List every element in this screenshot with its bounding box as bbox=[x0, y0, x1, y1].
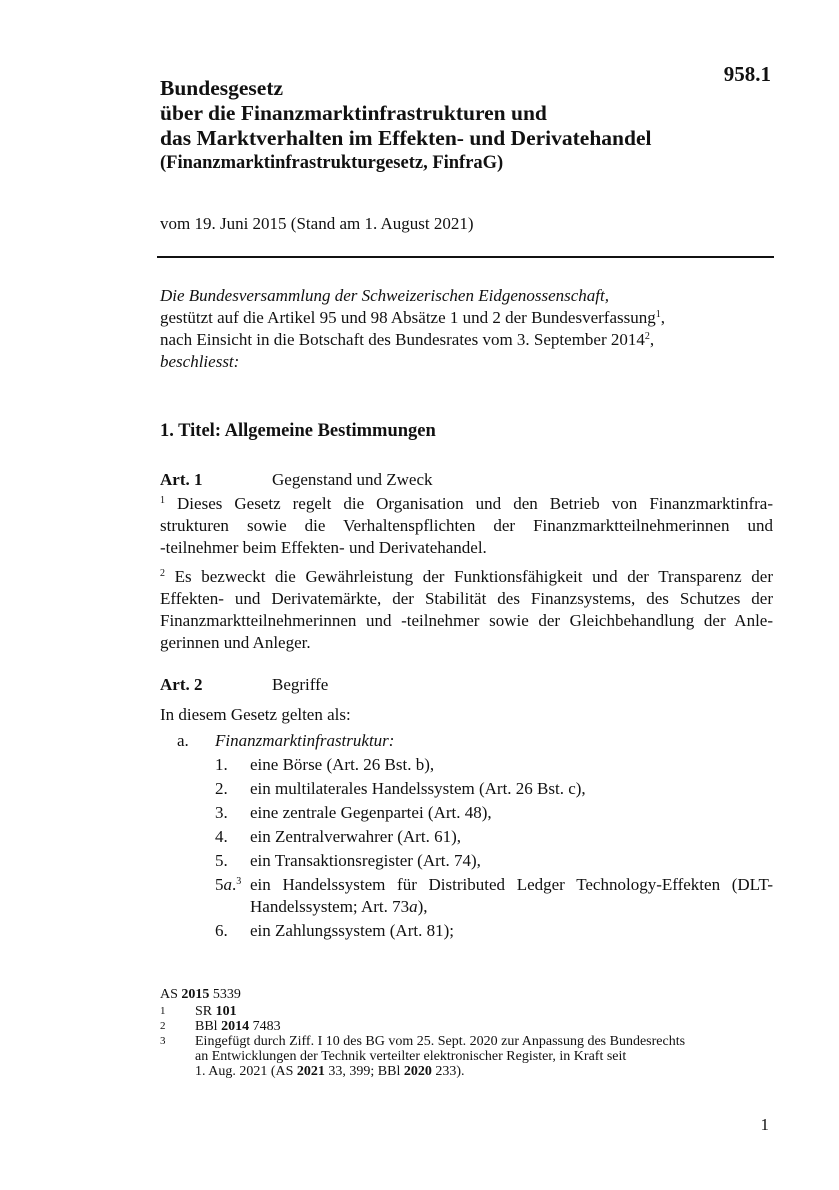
article-1-heading bbox=[160, 470, 433, 490]
title-divider bbox=[157, 256, 774, 258]
footnote-1: 1 SR 101 bbox=[160, 1004, 237, 1019]
preamble bbox=[160, 285, 775, 373]
footnote-ref-3[interactable]: 3 bbox=[236, 876, 242, 887]
title-line-3: das Marktverhalten im Effekten- und Derivatehandel bbox=[160, 126, 652, 150]
article-2-title: Begriffe bbox=[272, 675, 329, 694]
section-heading: 1. Titel: Allgemeine Bestimmungen bbox=[160, 421, 436, 441]
preamble-line-4: beschliesst: bbox=[160, 352, 240, 371]
law-title bbox=[160, 76, 780, 151]
date-line: vom 19. Juni 2015 (Stand am 1. August 2021) bbox=[160, 214, 474, 233]
title-line-1: Bundesgesetz bbox=[160, 76, 284, 100]
article-1-number: Art. 1 bbox=[160, 470, 203, 489]
law-short-title: (Finanzmarktinfrastrukturgesetz, FinfraG) bbox=[160, 153, 504, 173]
article-2-number: Art. 2 bbox=[160, 675, 203, 694]
sr-number: 958.1 bbox=[723, 62, 771, 86]
title-line-2: über die Finanzmarktinfrastrukturen und bbox=[160, 101, 547, 125]
footnote-ref-1[interactable]: 1 bbox=[655, 309, 661, 320]
as-reference: AS 2015 5339 bbox=[160, 987, 241, 1002]
page-number: 1 bbox=[760, 1115, 769, 1134]
article-2-heading bbox=[160, 675, 328, 695]
article-1-paragraph-1: $^1$ Dieses Gesetz regelt die Organisation und den Betrieb von Finanzmarktinfra- strukturen sowie die Verhaltenspflichten der Finanzmarktteilnehmerinnen und -teilnehmer beim Effekten- und Derivatehandel. bbox=[160, 494, 774, 557]
article-1-title: Gegenstand und Zweck bbox=[272, 470, 433, 489]
footnote-ref-2[interactable]: 2 bbox=[644, 331, 650, 342]
preamble-line-3: nach Einsicht in die Botschaft des Bundesrates vom 3. September 2014$^2$, bbox=[160, 330, 655, 349]
preamble-line-1: Die Bundesversammlung der Schweizerischen Eidgenossenschaft, bbox=[160, 286, 609, 305]
footnotes bbox=[160, 987, 760, 1079]
footnote-2: 2 BBl 2014 7483 bbox=[160, 1019, 281, 1034]
footnote-3: 3 Eingefügt durch Ziff. I 10 des BG vom 25. Sept. 2020 zur Anpassung des Bundesrechts an Entwicklungen der Technik verteilter elektronischer Register, in Kraft seit 1. Aug. 2021 (AS 2021 33, 399; BBl 2020 233). bbox=[160, 1034, 686, 1079]
article-2-intro: In diesem Gesetz gelten als: bbox=[160, 705, 351, 724]
article-1-paragraph-2: $^2$ Es bezweckt die Gewährleistung der Funktionsfähigkeit und der Transparenz der Effekten- und Derivatemärkte, der Stabilität des Finanzsystems, des Schutzes der Finanzmarktteilnehmerinnen und -teilnehmer sowie der Gleichbehandlung der Anle- gerinnen und Anleger. bbox=[160, 567, 773, 652]
preamble-line-2: gestützt auf die Artikel 95 und 98 Absätze 1 und 2 der Bundesverfassung$^1$, bbox=[160, 308, 665, 327]
